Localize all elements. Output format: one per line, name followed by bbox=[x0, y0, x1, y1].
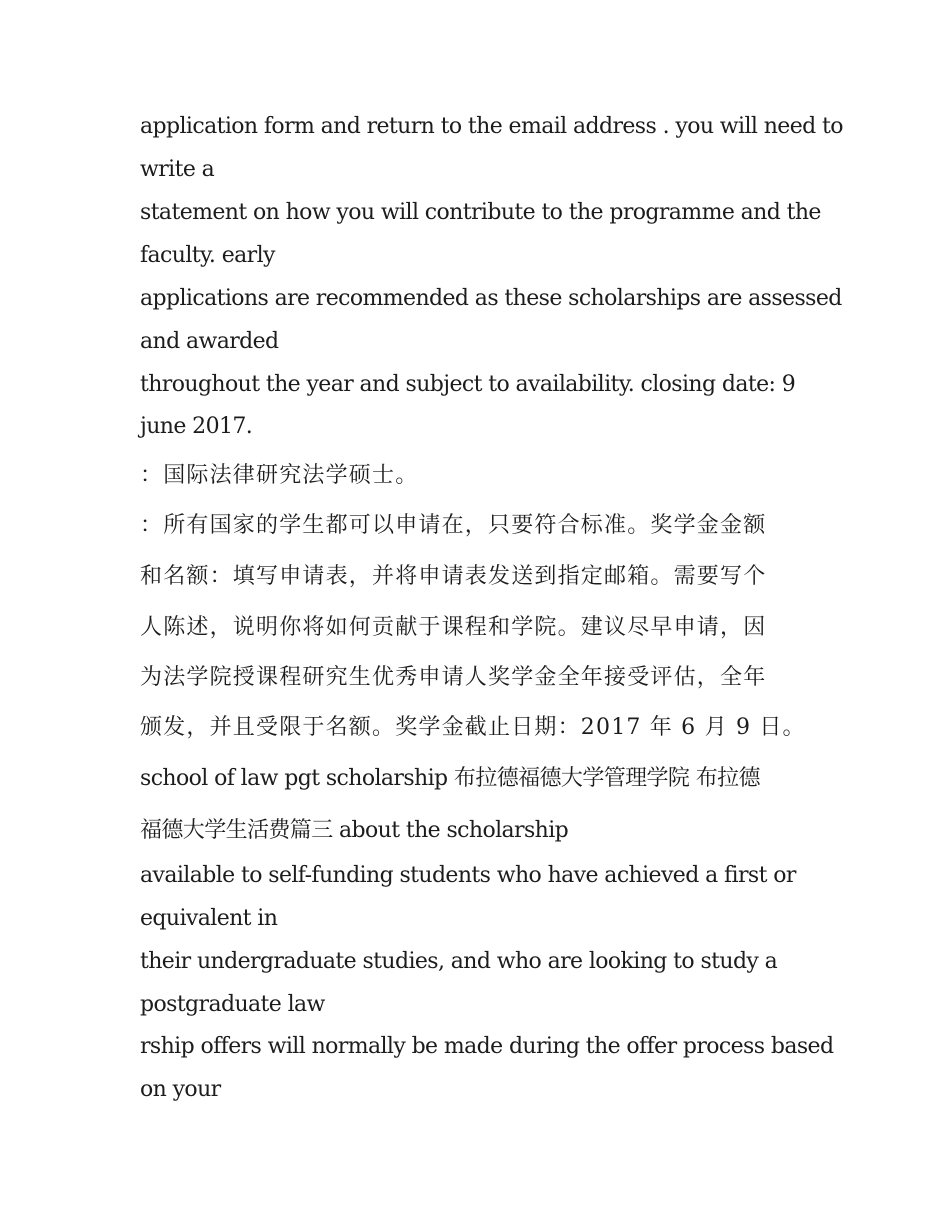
text-line: rship offers will normally be made during the offer process based bbox=[140, 1034, 834, 1059]
text-line: statement on how you will contribute to the programme and the bbox=[140, 200, 821, 225]
text-line: on your bbox=[140, 1077, 221, 1102]
text-line: 和名额：填写申请表，并将申请表发送到指定邮箱。需要写个 bbox=[140, 564, 767, 589]
text-line: 人陈述，说明你将如何贡献于课程和学院。建议尽早申请，因 bbox=[140, 615, 767, 640]
text-line: postgraduate law bbox=[140, 992, 325, 1017]
text-line: school of law pgt scholarship 布拉德福德大学管理学院 布拉德 bbox=[140, 766, 760, 791]
text-line: equivalent in bbox=[140, 906, 278, 931]
text-line: application form and return to the email address . you will need to bbox=[140, 114, 843, 139]
text-line: ：所有国家的学生都可以申请在，只要符合标准。奖学金金额 bbox=[140, 513, 767, 538]
text-line: 为法学院授课程研究生优秀申请人奖学金全年接受评估，全年 bbox=[140, 665, 767, 690]
text-line: ：国际法律研究法学硕士。 bbox=[140, 463, 419, 488]
text-line: and awarded bbox=[140, 329, 279, 354]
text-line: their undergraduate studies, and who are looking to study a bbox=[140, 949, 778, 974]
text-line: throughout the year and subject to availability. closing date: 9 bbox=[140, 372, 796, 397]
text-line: write a bbox=[140, 157, 215, 182]
text-line: faculty. early bbox=[140, 243, 275, 268]
text-line: available to self-funding students who have achieved a first or bbox=[140, 863, 796, 888]
text-line: applications are recommended as these scholarships are assessed bbox=[140, 286, 842, 311]
text-line: june 2017. bbox=[140, 414, 253, 439]
text-line: 颁发，并且受限于名额。奖学金截止日期：2017 年 6 月 9 日。 bbox=[140, 715, 806, 740]
text-line: 福德大学生活费篇三 about the scholarship bbox=[140, 818, 569, 843]
